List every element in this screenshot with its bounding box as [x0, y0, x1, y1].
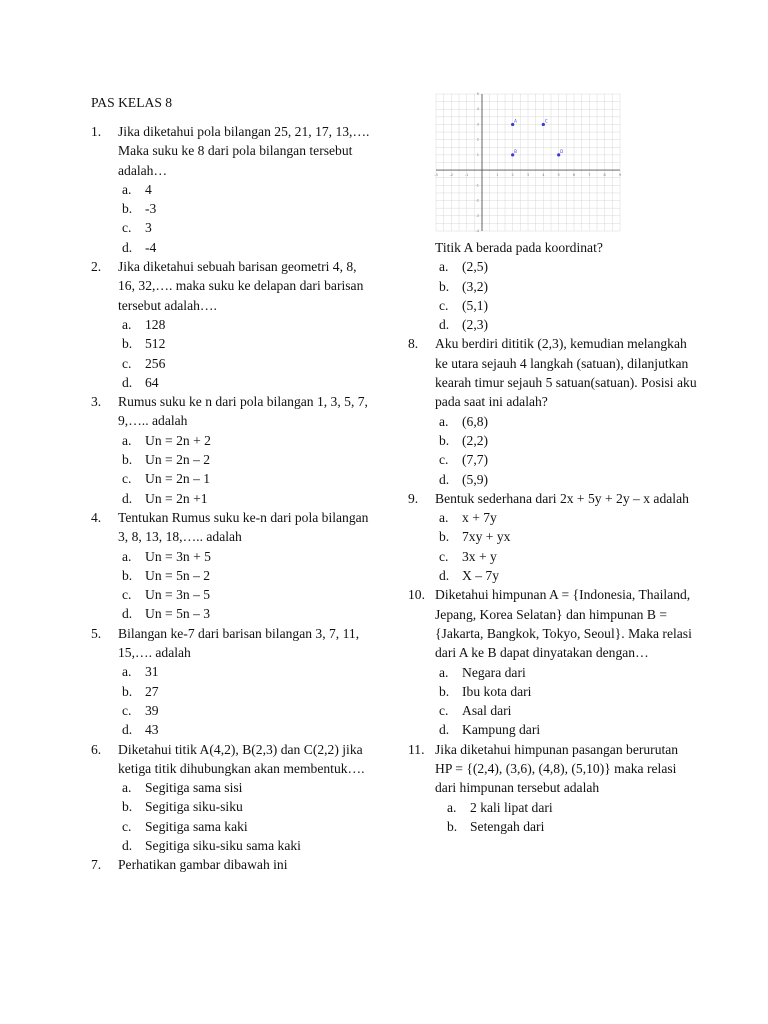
option-letter: c. [122, 471, 132, 487]
option-letter: a. [122, 548, 132, 564]
option-letter: d. [122, 374, 133, 390]
question-number: 9. [408, 490, 419, 506]
question-number: 2. [91, 259, 102, 275]
answer-option[interactable] [91, 334, 371, 353]
answer-option[interactable] [408, 277, 698, 296]
option-letter: b. [122, 452, 133, 468]
y-tick-label: -3 [475, 213, 479, 218]
option-letter: b. [122, 683, 133, 699]
left-column [91, 122, 371, 875]
answer-option[interactable] [91, 604, 371, 623]
answer-option[interactable] [91, 817, 371, 836]
answer-option[interactable] [91, 662, 371, 681]
option-letter: d. [439, 722, 450, 738]
option-text: Negara dari [462, 664, 526, 680]
option-letter: c. [439, 548, 449, 564]
option-letter: d. [439, 568, 450, 584]
x-tick-label: 8 [603, 173, 606, 178]
answer-option[interactable] [408, 701, 698, 720]
answer-option[interactable] [91, 836, 371, 855]
question-item [91, 624, 371, 663]
answer-option[interactable] [408, 257, 698, 276]
x-tick-label: 5 [557, 173, 560, 178]
option-letter: a. [439, 259, 449, 275]
option-letter: c. [122, 355, 132, 371]
question-text: Diketahui titik A(4,2), B(2,3) dan C(2,2) jika ketiga titik dihubungkan akan membentuk…. [118, 741, 365, 776]
answer-option[interactable] [91, 547, 371, 566]
answer-option[interactable] [91, 218, 371, 237]
option-letter: a. [439, 413, 449, 429]
answer-option[interactable] [408, 566, 698, 585]
option-text: X – 7y [462, 568, 500, 584]
option-text: 4 [145, 181, 152, 197]
y-tick-label: 5 [476, 92, 479, 96]
option-letter: b. [447, 818, 458, 834]
option-text: 64 [145, 374, 159, 390]
x-tick-label: 2 [511, 173, 514, 178]
option-text: Ibu kota dari [462, 683, 532, 699]
answer-option[interactable] [91, 373, 371, 392]
answer-option[interactable] [408, 547, 698, 566]
question-item [91, 122, 371, 180]
option-letter: b. [122, 201, 133, 217]
answer-option[interactable] [91, 566, 371, 585]
question-item [91, 855, 371, 874]
option-text: 7xy + yx [462, 529, 511, 545]
question-number: 7. [91, 857, 102, 873]
x-tick-label: 6 [572, 173, 576, 178]
x-tick-label: 9 [618, 173, 622, 178]
option-letter: d. [122, 722, 133, 738]
page-title: PAS KELAS 8 [91, 95, 173, 110]
answer-option[interactable] [408, 798, 698, 817]
question-number: 6. [91, 741, 102, 757]
question-number: 10. [408, 587, 425, 603]
question-item [91, 392, 371, 431]
right-column [408, 238, 698, 836]
answer-option[interactable] [91, 238, 371, 257]
point-label: B [514, 148, 517, 154]
answer-option[interactable] [91, 720, 371, 739]
option-letter: a. [122, 432, 132, 448]
option-text: (5,9) [462, 471, 489, 487]
option-letter: c. [122, 587, 132, 603]
option-text: Un = 3n – 5 [145, 587, 211, 603]
answer-option[interactable] [408, 450, 698, 469]
answer-option[interactable] [91, 585, 371, 604]
option-text: (2,2) [462, 432, 489, 448]
question-text: Jika diketahui sebuah barisan geometri 4, 8, 16, 32,…. maka suku ke delapan dari barisan tersebut adalah…. [118, 259, 364, 313]
option-letter: b. [122, 799, 133, 815]
answer-option[interactable] [91, 778, 371, 797]
option-letter: c. [122, 818, 132, 834]
option-text: Setengah dari [470, 818, 545, 834]
option-letter: d. [122, 239, 133, 255]
option-text: Un = 2n – 2 [145, 452, 211, 468]
answer-option[interactable] [91, 315, 371, 334]
question-item [408, 489, 698, 508]
answer-option[interactable] [91, 469, 371, 488]
option-letter: d. [439, 317, 450, 333]
question-text: Jika diketahui pola bilangan 25, 21, 17, 13,…. Maka suku ke 8 dari pola bilangan tersebut adalah… [118, 124, 370, 178]
question-item [408, 585, 698, 662]
option-letter: b. [122, 336, 133, 352]
option-text: (2,3) [462, 317, 489, 333]
option-text: 3 [145, 220, 152, 236]
option-letter: c. [439, 452, 449, 468]
answer-option[interactable] [91, 199, 371, 218]
answer-option[interactable] [91, 450, 371, 469]
option-letter: a. [122, 316, 132, 332]
option-letter: d. [439, 471, 450, 487]
answer-option[interactable] [91, 354, 371, 373]
option-letter: b. [439, 278, 450, 294]
x-tick-label: 3 [526, 173, 530, 178]
x-tick-label: -2 [449, 173, 454, 178]
option-letter: a. [122, 181, 132, 197]
answer-option[interactable] [408, 508, 698, 527]
question-number: 11. [408, 741, 425, 757]
option-text: (7,7) [462, 452, 489, 468]
option-letter: c. [122, 220, 132, 236]
answer-option[interactable] [408, 412, 698, 431]
question-text: Jika diketahui himpunan pasangan berurutan HP = {(2,4), (3,6), (4,8), (5,10)} maka relasi dari himpunan tersebut adalah [435, 741, 679, 796]
x-tick-label: 4 [542, 173, 545, 178]
option-text: Segitiga siku-siku sama kaki [145, 837, 301, 853]
point-label: A [514, 118, 517, 124]
option-letter: c. [439, 297, 449, 313]
y-tick-label: 1 [476, 152, 479, 157]
option-text: x + 7y [462, 510, 497, 526]
option-text: 2 kali lipat dari [470, 799, 553, 815]
option-text: (3,2) [462, 278, 489, 294]
answer-option[interactable] [91, 431, 371, 450]
option-letter: d. [122, 490, 133, 506]
option-text: 3x + y [462, 548, 497, 564]
answer-option[interactable] [91, 180, 371, 199]
answer-option[interactable] [408, 296, 698, 315]
y-tick-label: -1 [475, 183, 479, 188]
x-tick-label: 7 [588, 173, 591, 178]
question-item [91, 508, 371, 547]
option-text: -4 [145, 239, 157, 255]
answer-option[interactable] [91, 682, 371, 701]
option-text: (6,8) [462, 413, 489, 429]
answer-option[interactable] [408, 682, 698, 701]
option-text: 128 [145, 316, 166, 332]
question-text: Rumus suku ke n dari pola bilangan 1, 3, 5, 7, 9,….. adalah [118, 394, 368, 429]
option-text: -3 [145, 201, 157, 217]
option-text: Un = 2n – 1 [145, 471, 211, 487]
q7-prompt: Titik A berada pada koordinat? [435, 240, 603, 255]
option-text: Segitiga sama kaki [145, 818, 248, 834]
option-text: Un = 2n +1 [145, 490, 208, 506]
question-text: Bilangan ke-7 dari barisan bilangan 3, 7, 11, 15,…. adalah [118, 625, 360, 661]
y-tick-label: 4 [476, 107, 479, 112]
question-item [91, 257, 371, 315]
option-text: Segitiga sama sisi [145, 780, 243, 796]
question-text: Perhatikan gambar dibawah ini [118, 857, 288, 873]
option-text: 43 [145, 722, 159, 738]
question-text: Aku berdiri dititik (2,3), kemudian melangkah ke utara sejauh 4 langkah (satuan), dilanjutkan kearah timur sejauh 5 satuan(satuan). Posisi aku pada saat ini adalah? [435, 336, 697, 410]
question-item [408, 334, 698, 411]
y-tick-label: 2 [476, 137, 479, 142]
option-letter: c. [122, 702, 132, 718]
option-text: 27 [145, 683, 159, 699]
option-text: Segitiga siku-siku [145, 799, 243, 815]
question-number: 4. [91, 509, 102, 525]
x-tick-label: 1 [496, 173, 499, 178]
y-tick-label: 3 [476, 122, 479, 127]
question-number: 5. [91, 625, 102, 641]
option-letter: c. [439, 703, 449, 719]
answer-option[interactable] [408, 817, 698, 836]
option-letter: a. [122, 664, 132, 680]
option-letter: d. [122, 837, 133, 853]
option-text: (2,5) [462, 259, 489, 275]
x-tick-label: -1 [464, 173, 469, 178]
y-tick-label: -4 [475, 229, 479, 233]
answer-option[interactable] [91, 701, 371, 720]
option-text: Asal dari [462, 703, 512, 719]
y-tick-label: -2 [475, 198, 479, 203]
option-letter: b. [439, 529, 450, 545]
question-number: 1. [91, 124, 102, 139]
answer-option[interactable] [91, 797, 371, 816]
option-letter: a. [439, 510, 449, 526]
answer-option[interactable] [408, 470, 698, 489]
option-text: Un = 5n – 3 [145, 606, 211, 622]
option-text: Kampung dari [462, 722, 541, 738]
question-text: Tentukan Rumus suku ke-n dari pola bilangan 3, 8, 13, 18,….. adalah [118, 509, 369, 545]
option-text: 39 [145, 702, 159, 718]
answer-option[interactable] [408, 527, 698, 546]
question-text: Bentuk sederhana dari 2x + 5y + 2y – x adalah [435, 490, 689, 506]
option-letter: b. [439, 432, 450, 448]
question-item [408, 740, 698, 798]
option-text: 512 [145, 336, 166, 352]
answer-option[interactable] [408, 663, 698, 682]
option-text: Un = 2n + 2 [145, 432, 211, 448]
option-text: 31 [145, 664, 159, 680]
option-text: Un = 5n – 2 [145, 567, 211, 583]
x-tick-label: -3 [434, 173, 438, 178]
option-letter: b. [122, 567, 133, 583]
answer-option[interactable] [408, 315, 698, 334]
coordinate-graph [432, 90, 624, 235]
answer-option[interactable] [408, 431, 698, 450]
option-text: 256 [145, 355, 166, 371]
question-number: 8. [408, 336, 419, 352]
option-text: (5,1) [462, 297, 489, 313]
option-letter: d. [122, 606, 133, 622]
option-letter: a. [439, 664, 449, 680]
question-item [91, 740, 371, 779]
option-letter: a. [447, 799, 457, 815]
option-letter: b. [439, 683, 450, 699]
answer-option[interactable] [408, 720, 698, 739]
option-letter: a. [122, 780, 132, 796]
point-label: D [560, 148, 564, 154]
answer-option[interactable] [91, 489, 371, 508]
option-text: Un = 3n + 5 [145, 548, 211, 564]
point-label: C [544, 118, 548, 124]
question-number: 3. [91, 394, 102, 410]
question-text: Diketahui himpunan A = {Indonesia, Thailand, Jepang, Korea Selatan} dan himpunan B = {Jakarta, Bangkok, Tokyo, Seoul}. Maka relasi dari A ke B dapat dinyatakan dengan… [435, 587, 692, 661]
